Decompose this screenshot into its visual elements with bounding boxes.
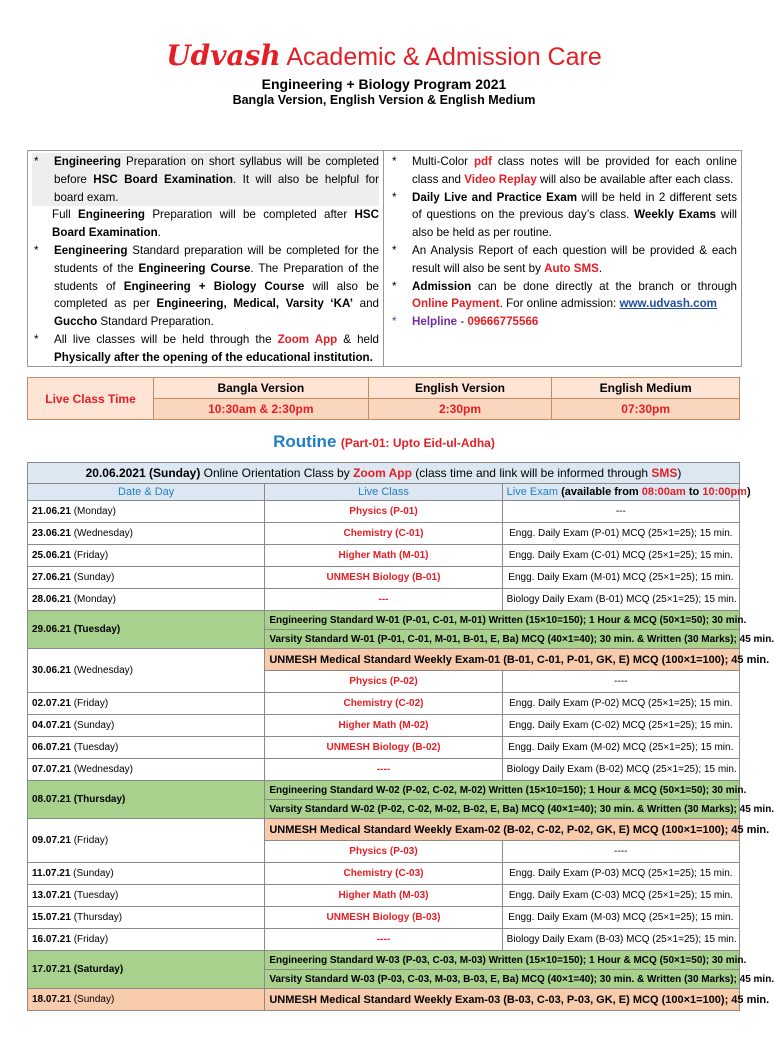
info-left-item-1: * Engineering Preparation on short syllabus will be completed before HSC Board Examination. It will also be helpful for board exam. — [32, 153, 379, 206]
header-exam: Live Exam (available from 08:00am to 10:00pm) — [502, 484, 739, 501]
info-right-item-4: * Admission can be done directly at the branch or through Online Payment. For online admission: www.udvash.com — [390, 278, 737, 314]
row-date: 11.07.21 (Sunday) — [28, 863, 265, 885]
row-date: 30.06.21 (Wednesday) — [28, 649, 265, 693]
row-live-exam: --- — [502, 501, 739, 523]
table-row — [28, 545, 740, 567]
info-left-item-1-continued: Full Engineering Preparation will be completed after HSC Board Examination. — [52, 208, 379, 240]
title-text: Academic & Admission Care — [280, 43, 602, 71]
bullet-star: * — [392, 155, 397, 168]
info-right-column — [384, 151, 741, 366]
info-box — [27, 150, 742, 367]
row-live-exam: Biology Daily Exam (B-03) MCQ (25×1=25); 15 min. — [502, 929, 739, 951]
row-live-exam: Engg. Daily Exam (M-01) MCQ (25×1=25); 15 min. — [502, 567, 739, 589]
row-live-class: UNMESH Biology (B-01) — [265, 567, 502, 589]
program-name: Engineering + Biology Program 2021 — [261, 76, 507, 92]
info-right-item-1: * Multi-Color pdf class notes will be provided for each online class and Video Replay will also be available after each class. — [390, 153, 737, 189]
table-row — [28, 989, 740, 1011]
row-date: 23.06.21 (Wednesday) — [28, 523, 265, 545]
row-live-exam: Biology Daily Exam (B-02) MCQ (25×1=25); 15 min. — [502, 759, 739, 781]
row-live-exam: Engg. Daily Exam (C-01) MCQ (25×1=25); 15 min. — [502, 545, 739, 567]
row-live-exam: Engg. Daily Exam (P-02) MCQ (25×1=25); 15 min. — [502, 693, 739, 715]
routine-title: Routine — [273, 432, 337, 451]
live-class-time-label: Live Class Time — [28, 378, 154, 420]
time-header-medium: English Medium — [552, 378, 740, 399]
routine-subtitle: (Part-01: Upto Eid-ul-Adha) — [340, 436, 495, 450]
page-title — [0, 38, 768, 74]
row-date: 06.07.21 (Tuesday) — [28, 737, 265, 759]
info-left-item-2: * Eengineering Standard preparation will be completed for the students of the Engineering Course. The Preparation of the students of Engineering + Biology Course will also be completed as per Engineering, Medical, Varsity ‘KA’ and Guccho Standard Preparation. — [32, 242, 379, 331]
row-live-exam: Biology Daily Exam (B-01) MCQ (25×1=25); 15 min. — [502, 589, 739, 611]
unmesh-weekly-exam: UNMESH Medical Standard Weekly Exam-03 (B-03, C-03, P-03, GK, E) MCQ (100×1=100); 45 min. — [265, 989, 740, 1011]
row-live-class: ---- — [265, 929, 502, 951]
varsity-weekly-exam: Varsity Standard W-01 (P-01, C-01, M-01, B-01, E, Ba) MCQ (40×1=40); 30 min. & Written (30 Marks); 45 min. — [265, 630, 740, 649]
header-class: Live Class — [265, 484, 502, 501]
website-link[interactable]: www.udvash.com — [619, 297, 717, 311]
varsity-weekly-exam: Varsity Standard W-03 (P-03, C-03, M-03, B-03, E, Ba) MCQ (40×1=40); 30 min. & Written (30 Marks); 45 min. — [265, 970, 740, 989]
table-row — [28, 693, 740, 715]
row-date: 25.06.21 (Friday) — [28, 545, 265, 567]
table-row — [28, 567, 740, 589]
table-row — [28, 611, 740, 630]
row-date: 09.07.21 (Friday) — [28, 819, 265, 863]
row-live-exam: Engg. Daily Exam (M-02) MCQ (25×1=25); 15 min. — [502, 737, 739, 759]
table-row — [28, 715, 740, 737]
unmesh-weekly-exam: UNMESH Medical Standard Weekly Exam-01 (B-01, C-01, P-01, GK, E) MCQ (100×1=100); 45 min. — [265, 649, 740, 671]
time-value-english: 2:30pm — [368, 399, 552, 420]
program-versions: Bangla Version, English Version & English Medium — [232, 93, 536, 107]
time-value-bangla: 10:30am & 2:30pm — [154, 399, 369, 420]
row-date: 18.07.21 (Sunday) — [28, 989, 265, 1011]
page-header — [0, 38, 768, 107]
info-right-item-3: * An Analysis Report of each question will be provided & each result will also be sent by Auto SMS. — [390, 242, 737, 278]
table-row — [28, 885, 740, 907]
time-header-bangla: Bangla Version — [154, 378, 369, 399]
row-date: 16.07.21 (Friday) — [28, 929, 265, 951]
table-row — [28, 907, 740, 929]
row-live-exam: ---- — [502, 671, 739, 693]
varsity-weekly-exam: Varsity Standard W-02 (P-02, C-02, M-02, B-02, E, Ba) MCQ (40×1=40); 30 min. & Written (30 Marks); 45 min. — [265, 800, 740, 819]
table-row — [28, 929, 740, 951]
bullet-star: * — [392, 243, 397, 257]
table-row — [28, 501, 740, 523]
table-row — [28, 649, 740, 671]
row-date: 02.07.21 (Friday) — [28, 693, 265, 715]
row-live-exam: Engg. Daily Exam (P-01) MCQ (25×1=25); 15 min. — [502, 523, 739, 545]
bullet-star: * — [392, 315, 397, 329]
routine-table — [27, 462, 774, 1011]
table-row — [28, 863, 740, 885]
routine-heading — [0, 432, 768, 452]
row-date: 15.07.21 (Thursday) — [28, 907, 265, 929]
row-live-class: Physics (P-02) — [265, 671, 502, 693]
table-row — [28, 737, 740, 759]
row-live-exam: Engg. Daily Exam (P-03) MCQ (25×1=25); 15 min. — [502, 863, 739, 885]
engineering-weekly-exam: Engineering Standard W-03 (P-03, C-03, M-03) Written (15×10=150); 1 Hour & MCQ (50×1=50); 30 min. — [265, 951, 740, 970]
row-date: 17.07.21 (Saturday) — [28, 951, 265, 989]
row-live-class: Chemistry (C-03) — [265, 863, 502, 885]
column-headers — [28, 484, 740, 501]
info-right-item-2: * Daily Live and Practice Exam will be held in 2 different sets of questions on the previous day’s class. Weekly Exams will also be held as per routine. — [390, 189, 737, 242]
live-class-time-table — [27, 377, 740, 420]
table-row — [28, 523, 740, 545]
table-row — [28, 781, 740, 800]
row-live-class: Higher Math (M-03) — [265, 885, 502, 907]
row-live-class: UNMESH Biology (B-03) — [265, 907, 502, 929]
row-live-class: Chemistry (C-01) — [265, 523, 502, 545]
bullet-star: * — [34, 332, 39, 346]
info-left-column — [28, 151, 384, 366]
row-date: 07.07.21 (Wednesday) — [28, 759, 265, 781]
row-date: 28.06.21 (Monday) — [28, 589, 265, 611]
time-value-medium: 07:30pm — [552, 399, 740, 420]
table-row — [28, 951, 740, 970]
row-date: 08.07.21 (Thursday) — [28, 781, 265, 819]
info-left-item-3: * All live classes will be held through the Zoom App & held Physically after the opening of the educational institution. — [32, 331, 379, 367]
bullet-star: * — [34, 243, 39, 257]
row-live-exam: Engg. Daily Exam (M-03) MCQ (25×1=25); 15 min. — [502, 907, 739, 929]
row-live-class: UNMESH Biology (B-02) — [265, 737, 502, 759]
row-date: 27.06.21 (Sunday) — [28, 567, 265, 589]
row-live-class: Physics (P-01) — [265, 501, 502, 523]
bullet-star: * — [392, 279, 397, 293]
time-header-english: English Version — [368, 378, 552, 399]
bullet-star: * — [34, 155, 39, 168]
row-live-exam: ---- — [502, 841, 739, 863]
table-row — [28, 589, 740, 611]
unmesh-weekly-exam: UNMESH Medical Standard Weekly Exam-02 (B-02, C-02, P-02, GK, E) MCQ (100×1=100); 45 min. — [265, 819, 740, 841]
bullet-star: * — [392, 190, 397, 204]
table-row — [28, 819, 740, 841]
brand-logo-text: Udvash — [166, 39, 281, 72]
engineering-weekly-exam: Engineering Standard W-02 (P-02, C-02, M-02) Written (15×10=150); 1 Hour & MCQ (50×1=50); 30 min. — [265, 781, 740, 800]
row-live-class: Higher Math (M-01) — [265, 545, 502, 567]
row-live-exam: Engg. Daily Exam (C-03) MCQ (25×1=25); 15 min. — [502, 885, 739, 907]
header-date: Date & Day — [28, 484, 265, 501]
row-live-exam: Engg. Daily Exam (C-02) MCQ (25×1=25); 15 min. — [502, 715, 739, 737]
row-live-class: Chemistry (C-02) — [265, 693, 502, 715]
row-live-class: ---- — [265, 759, 502, 781]
orientation-row: 20.06.2021 (Sunday) Online Orientation Class by Zoom App (class time and link will be informed through SMS) — [28, 463, 740, 484]
row-live-class: Higher Math (M-02) — [265, 715, 502, 737]
engineering-weekly-exam: Engineering Standard W-01 (P-01, C-01, M-01) Written (15×10=150); 1 Hour & MCQ (50×1=50); 30 min. — [265, 611, 740, 630]
row-live-class: Physics (P-03) — [265, 841, 502, 863]
row-date: 29.06.21 (Tuesday) — [28, 611, 265, 649]
row-date: 21.06.21 (Monday) — [28, 501, 265, 523]
info-right-helpline: * Helpline - 09666775566 — [390, 313, 737, 331]
row-live-class: --- — [265, 589, 502, 611]
table-row — [28, 759, 740, 781]
helpline-number[interactable]: 09666775566 — [467, 315, 539, 329]
row-date: 04.07.21 (Sunday) — [28, 715, 265, 737]
row-date: 13.07.21 (Tuesday) — [28, 885, 265, 907]
